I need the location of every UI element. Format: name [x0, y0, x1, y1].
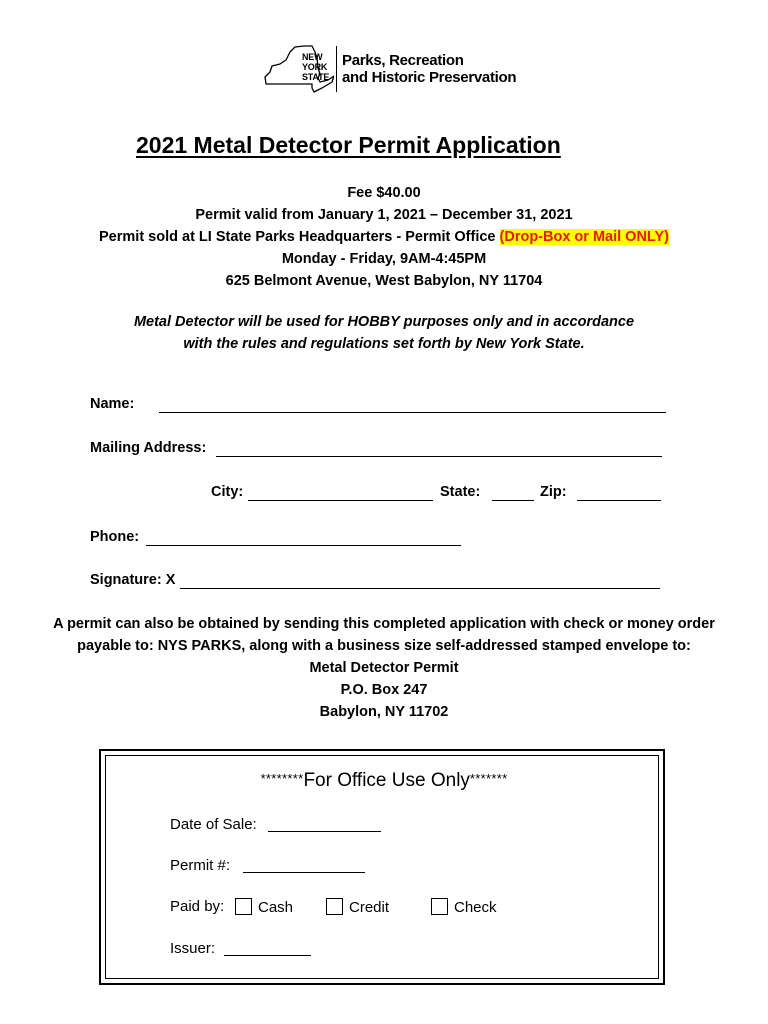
- signature-input-line[interactable]: [180, 574, 660, 589]
- paid-by-label: Paid by:: [170, 898, 225, 915]
- hobby-statement-line-1: Metal Detector will be used for HOBBY purposes only and in accordance: [133, 314, 635, 330]
- recipient-city: Babylon, NY 11702: [319, 704, 449, 720]
- issuer-field: [170, 940, 215, 957]
- phone-label: Phone:: [90, 529, 140, 545]
- issuer-input-line[interactable]: [224, 942, 311, 956]
- date-of-sale-input-line[interactable]: [268, 818, 381, 832]
- check-option[interactable]: [431, 898, 497, 916]
- cash-checkbox[interactable]: [235, 898, 252, 915]
- fee-text: Fee $40.00: [347, 185, 421, 201]
- signature-label: Signature: X: [90, 572, 176, 588]
- logo-state-text: NEW YORK STATE: [302, 52, 330, 82]
- hobby-statement-line-2: with the rules and regulations set forth by New York State.: [183, 336, 585, 352]
- city-label: City:: [211, 484, 244, 500]
- logo-agency-name: Parks, Recreation and Historic Preservation: [342, 52, 517, 86]
- city-input-line[interactable]: [248, 486, 433, 501]
- issuer-label: Issuer:: [170, 940, 216, 957]
- state-input-line[interactable]: [492, 486, 534, 501]
- date-of-sale-label: Date of Sale:: [170, 816, 257, 833]
- office-use-stars-right: *******: [469, 771, 508, 786]
- zip-input-line[interactable]: [577, 486, 661, 501]
- office-use-title: [0, 770, 768, 792]
- recipient-name: Metal Detector Permit: [309, 660, 459, 676]
- validity-text: Permit valid from January 1, 2021 – December 31, 2021: [195, 207, 573, 223]
- date-of-sale-field: [170, 816, 257, 833]
- name-label: Name:: [90, 396, 135, 412]
- cash-option[interactable]: [235, 898, 293, 916]
- mailing-address-input-line[interactable]: [216, 442, 662, 457]
- logo-divider: [336, 46, 337, 92]
- sold-at-text: [0, 229, 768, 245]
- permit-number-label: Permit #:: [170, 857, 231, 874]
- hours-text: Monday - Friday, 9AM-4:45PM: [281, 251, 487, 267]
- name-input-line[interactable]: [159, 398, 666, 413]
- page-title: 2021 Metal Detector Permit Application: [136, 132, 561, 158]
- zip-label: Zip:: [540, 484, 567, 500]
- credit-option[interactable]: [326, 898, 389, 916]
- credit-label: Credit: [349, 899, 390, 916]
- phone-input-line[interactable]: [146, 531, 461, 546]
- mailing-address-field: [90, 440, 206, 456]
- address-text: 625 Belmont Avenue, West Babylon, NY 11704: [225, 273, 543, 289]
- recipient-po-box: P.O. Box 247: [340, 682, 428, 698]
- office-use-stars-left: ********: [260, 771, 304, 786]
- check-checkbox[interactable]: [431, 898, 448, 915]
- sold-at-location: Permit sold at LI State Parks Headquarters - Permit Office: [99, 229, 496, 245]
- nys-parks-logo: [262, 44, 517, 96]
- state-label: State:: [440, 484, 481, 500]
- mail-instructions-line-2: payable to: NYS PARKS, along with a business size self-addressed stamped envelope to:: [77, 638, 691, 654]
- permit-number-field: [170, 857, 230, 874]
- cash-label: Cash: [258, 899, 294, 916]
- credit-checkbox[interactable]: [326, 898, 343, 915]
- permit-number-input-line[interactable]: [243, 859, 365, 873]
- office-use-title-text: For Office Use Only: [303, 770, 470, 791]
- mailing-address-label: Mailing Address:: [90, 440, 207, 456]
- name-field: [90, 396, 134, 412]
- drop-box-note: (Drop-Box or Mail ONLY): [499, 229, 669, 245]
- check-label: Check: [454, 899, 497, 916]
- mail-instructions-line-1: A permit can also be obtained by sending this completed application with check or money order: [53, 616, 715, 632]
